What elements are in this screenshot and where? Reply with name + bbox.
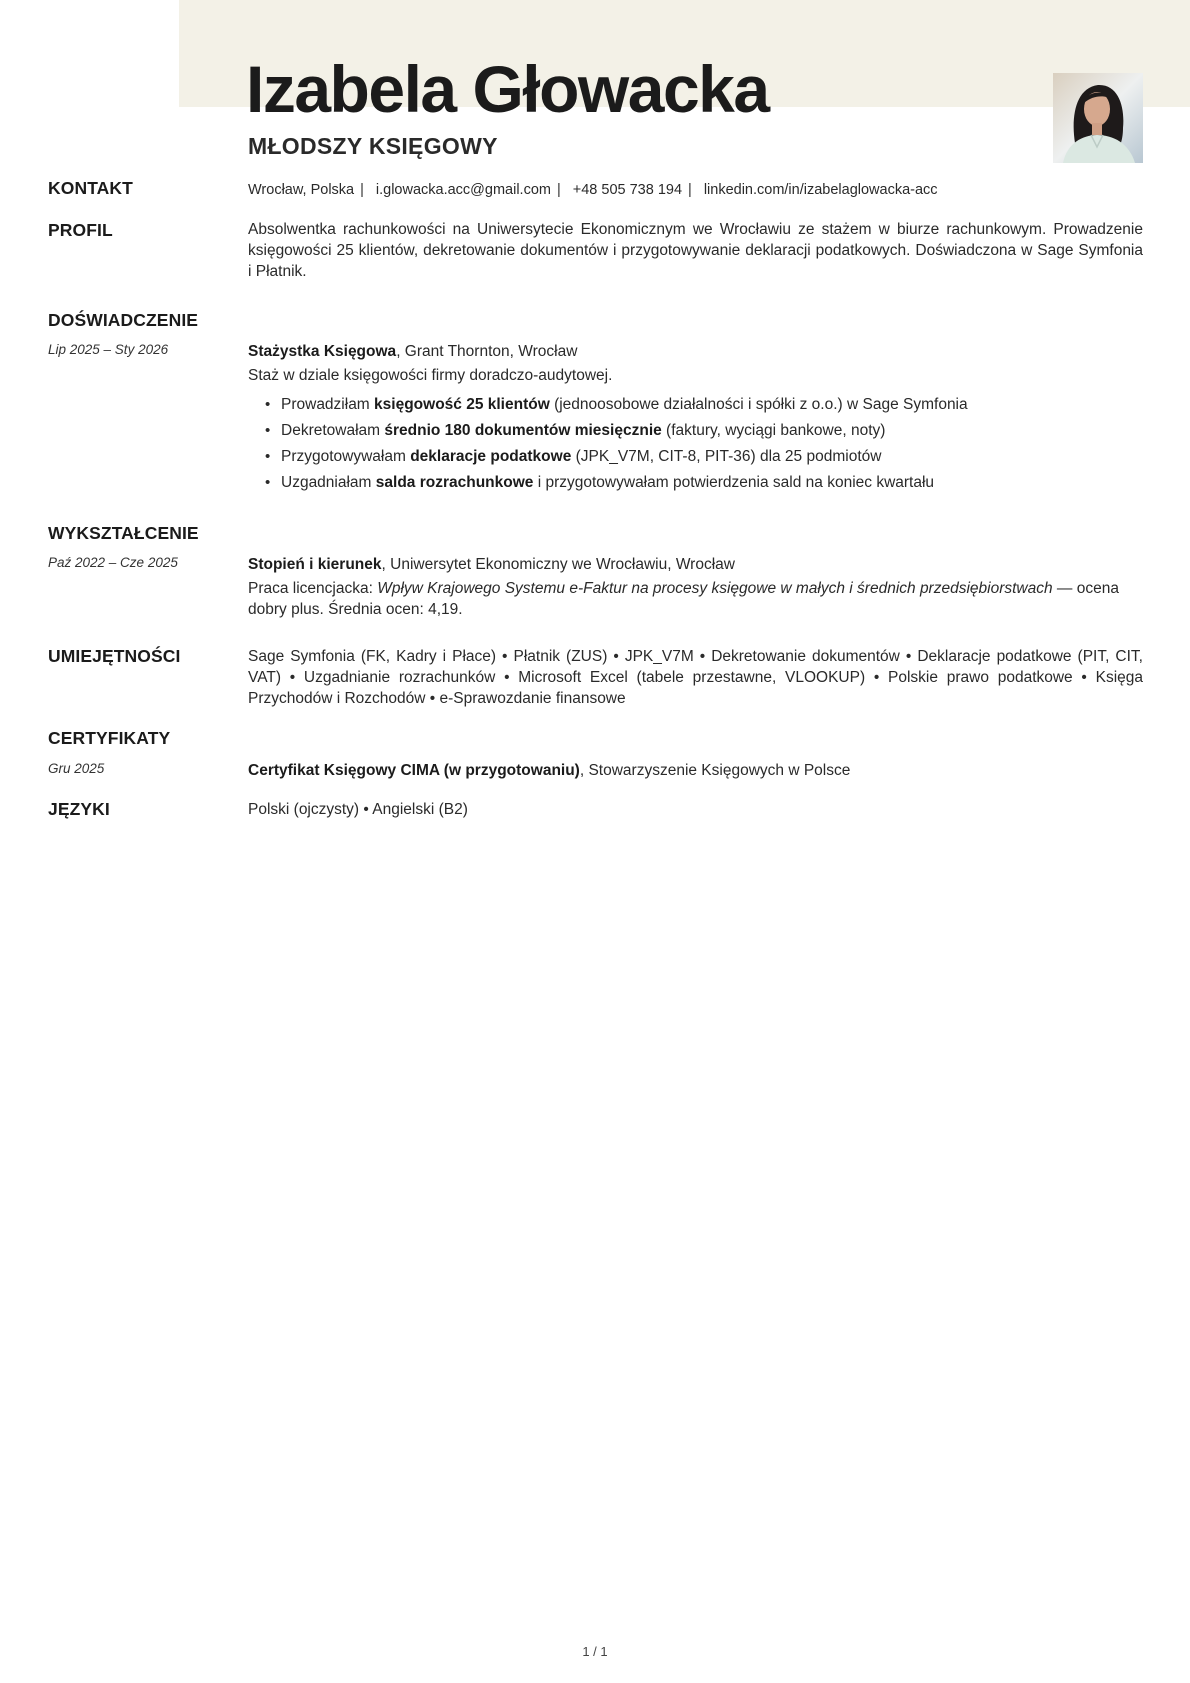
- contact-separator: |: [360, 182, 364, 198]
- certificate-issuer: , Stowarzyszenie Księgowych w Polsce: [579, 762, 851, 779]
- section-label-languages: JĘZYKI: [48, 799, 110, 819]
- bullet-highlight: średnio 180 dokumentów miesięcznie: [384, 422, 662, 439]
- contact-separator: |: [556, 182, 561, 198]
- experience-bullet: [248, 470, 1143, 496]
- section-label-contact: KONTAKT: [48, 178, 133, 198]
- skills-list: Sage Symfonia (FK, Kadry i Płace) • Płatnik (ZUS) • JPK_V7M • Dekretowanie dokumentów • Deklaracje podatkowe (PIT, CIT, VAT) • Uzgadnianie rozrachunków • Microsoft Excel (tabele przestawne, VLOOKUP) • Polskie prawo podatkowe • Księga Przychodów i Rozchodów • e-Sprawozdanie finansowe: [248, 648, 1143, 707]
- profile-summary: Absolwentka rachunkowości na Uniwersytecie Ekonomicznym we Wrocławiu ze stażem w biurze rachunkowym. Prowadzenie księgowości 25 klientów, dekretowanie dokumentów i przygotowywanie deklaracji podatkowych. Doświadczona w Sage Symfonia i Płatnik.: [248, 221, 1143, 280]
- bullet-text: (faktury, wyciągi bankowe, noty): [661, 422, 886, 439]
- page-number: 1 / 1: [582, 1644, 608, 1659]
- bullet-text: i przygotowywałam potwierdzenia sald na koniec kwartału: [533, 474, 935, 491]
- contact-linkedin[interactable]: linkedin.com/in/izabelaglowacka-acc: [703, 182, 938, 198]
- bullet-text: Przygotowywałam: [281, 448, 411, 465]
- education-school: , Uniwersytet Ekonomiczny we Wrocławiu, Wrocław: [381, 556, 735, 573]
- education-entry: [248, 554, 1143, 620]
- portrait-image-icon: [1053, 73, 1143, 163]
- contact-line: [248, 180, 1143, 201]
- section-label-certificates: CERTYFIKATY: [48, 728, 171, 748]
- thesis-suffix: — ocena dobry plus. Średnia ocen: 4,19.: [248, 580, 1119, 618]
- experience-entry: [248, 341, 1143, 496]
- experience-dates: Lip 2025 – Sty 2026: [48, 342, 169, 357]
- candidate-name: Izabela Głowacka: [246, 52, 769, 126]
- bullet-text: Uzgadniałam: [281, 474, 376, 491]
- experience-bullets: [248, 392, 1143, 496]
- experience-description: Staż w dziale księgowości firmy doradczo-audytowej.: [248, 367, 613, 384]
- contact-location: Wrocław, Polska: [248, 182, 355, 198]
- certificate-entry: [248, 760, 1143, 781]
- job-title: MŁODSZY KSIĘGOWY: [248, 133, 498, 159]
- bullet-text: Prowadziłam: [281, 396, 375, 413]
- section-label-skills: UMIEJĘTNOŚCI: [48, 646, 181, 666]
- bullet-highlight: salda rozrachunkowe: [375, 474, 534, 491]
- bullet-text: (JPK_V7M, CIT-8, PIT-36) dla 25 podmiotów: [571, 448, 882, 465]
- experience-org: , Grant Thornton, Wrocław: [396, 343, 578, 360]
- experience-bullet: [248, 444, 1143, 470]
- profile-photo: [1053, 73, 1143, 163]
- contact-separator: |: [688, 182, 692, 198]
- experience-bullet: [248, 418, 1143, 444]
- contact-phone[interactable]: +48 505 738 194: [572, 182, 683, 198]
- education-heading: [248, 554, 1143, 575]
- bullet-highlight: deklaracje podatkowe: [410, 448, 572, 465]
- contact-email[interactable]: i.glowacka.acc@gmail.com: [375, 182, 551, 198]
- experience-title: Stażystka Księgowa: [248, 343, 397, 360]
- education-thesis: [248, 578, 1143, 620]
- section-label-profile: PROFIL: [48, 220, 113, 240]
- certificate-name: Certyfikat Księgowy CIMA (w przygotowaniu): [248, 762, 580, 779]
- section-label-education: WYKSZTAŁCENIE: [48, 523, 199, 543]
- experience-bullet: [248, 392, 1143, 418]
- bullet-text: Dekretowałam: [281, 422, 385, 439]
- certificate-date: Gru 2025: [48, 761, 105, 776]
- bullet-highlight: księgowość 25 klientów: [374, 396, 550, 413]
- languages-list: Polski (ojczysty) • Angielski (B2): [248, 801, 468, 818]
- education-dates: Paź 2022 – Cze 2025: [48, 555, 178, 570]
- thesis-prefix: Praca licencjacka:: [248, 580, 378, 597]
- thesis-title: Wpływ Krajowego Systemu e-Faktur na procesy księgowe w małych i średnich przedsiębiorstwach: [377, 580, 1053, 597]
- education-degree: Stopień i kierunek: [248, 556, 382, 573]
- bullet-text: (jednoosobowe działalności i spółki z o.o.) w Sage Symfonia: [549, 396, 968, 413]
- section-label-experience: DOŚWIADCZENIE: [48, 310, 199, 330]
- experience-heading: [248, 341, 1143, 362]
